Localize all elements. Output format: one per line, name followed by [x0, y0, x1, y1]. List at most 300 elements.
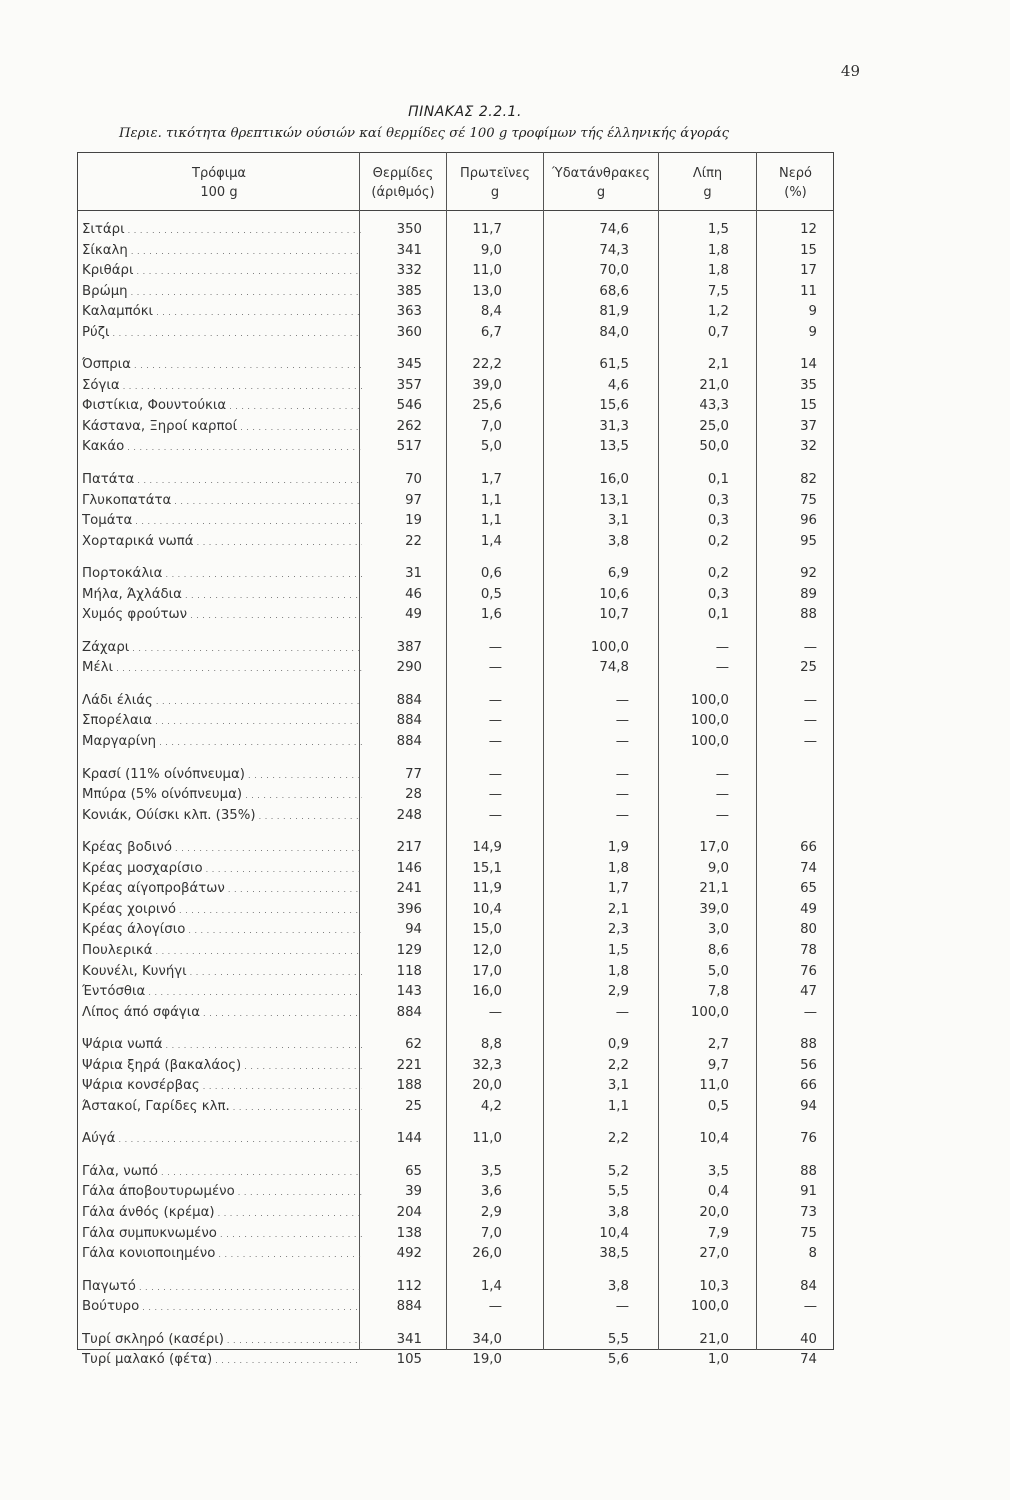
water-cell: —: [803, 639, 817, 655]
table-row: [77, 660, 834, 681]
header-carbs-line1: Ύδατάνθρακες: [552, 166, 650, 181]
food-cell: Ψάρια ξηρά (βακαλάος) . . .: [82, 1058, 362, 1073]
carbs-cell: —: [615, 1004, 629, 1020]
table-row: [77, 1131, 834, 1152]
protein-cell: 11,7: [472, 222, 502, 237]
food-cell: Ρύζι . . .: [82, 325, 362, 340]
water-cell: —: [803, 692, 817, 708]
carbs-cell: 2,3: [607, 922, 629, 938]
food-cell: Φιστίκια, Φουντούκια . . .: [82, 398, 362, 413]
food-cell: Γάλα άποβουτυρωμένο . . .: [82, 1184, 362, 1199]
food-cell: Γάλα, νωπό . . .: [82, 1164, 362, 1179]
table-row: [77, 513, 834, 534]
calories-cell: 396: [396, 901, 422, 917]
table-body: [77, 222, 834, 1385]
table-row: [77, 222, 834, 243]
calories-cell: 360: [396, 324, 422, 340]
water-cell: 80: [800, 922, 817, 938]
table-top-rule: [77, 152, 834, 153]
water-cell: 94: [800, 1098, 817, 1114]
water-cell: 14: [800, 357, 817, 373]
food-cell: Μήλα, Άχλάδια . . .: [82, 587, 362, 602]
header-calories: [360, 164, 446, 202]
table-row: [77, 1205, 834, 1226]
carbs-cell: 100,0: [590, 639, 629, 655]
water-cell: 75: [800, 492, 817, 508]
water-cell: 76: [800, 963, 817, 979]
fat-cell: 2,7: [707, 1037, 729, 1053]
carbs-cell: 2,2: [607, 1057, 629, 1073]
page-number: 49: [840, 62, 860, 80]
calories-cell: 884: [396, 1004, 422, 1020]
row-group: [77, 840, 834, 1025]
water-cell: 47: [800, 984, 817, 1000]
food-cell: Χυμός φρούτων . . .: [82, 607, 362, 622]
carbs-cell: 3,8: [607, 533, 629, 549]
calories-cell: 46: [405, 586, 422, 602]
protein-cell: 11,0: [472, 263, 502, 279]
header-food-line1: Τρόφιμα: [192, 166, 246, 181]
water-cell: 84: [800, 1278, 817, 1294]
food-cell: Κουνέλι, Κυνήγι . . .: [82, 964, 362, 979]
calories-cell: 129: [396, 942, 422, 958]
carbs-cell: 5,6: [607, 1352, 629, 1368]
protein-cell: 1,4: [480, 533, 502, 549]
calories-cell: 884: [396, 1299, 422, 1315]
carbs-cell: —: [615, 713, 629, 729]
food-cell: Ψάρια νωπά . . .: [82, 1037, 362, 1052]
fat-cell: 1,2: [707, 304, 729, 320]
protein-cell: 15,0: [472, 922, 502, 938]
table-row: [77, 808, 834, 829]
water-cell: 15: [800, 242, 817, 258]
table-row: [77, 881, 834, 902]
calories-cell: 22: [405, 533, 422, 549]
protein-cell: 22,2: [472, 357, 502, 373]
fat-cell: 17,0: [699, 840, 729, 856]
row-group: [77, 357, 834, 460]
protein-cell: 2,9: [480, 1204, 502, 1220]
protein-cell: 16,0: [472, 984, 502, 1000]
protein-cell: —: [488, 692, 502, 708]
table-row: [77, 243, 834, 264]
water-cell: 89: [800, 586, 817, 602]
calories-cell: 143: [396, 984, 422, 1000]
calories-cell: 387: [396, 639, 422, 655]
table-row: [77, 263, 834, 284]
calories-cell: 204: [396, 1204, 422, 1220]
table-row: [77, 943, 834, 964]
table-row: [77, 1058, 834, 1079]
protein-cell: 32,3: [472, 1057, 502, 1073]
calories-cell: 884: [396, 692, 422, 708]
table-row: [77, 1332, 834, 1353]
header-water-line2: (%): [784, 185, 807, 200]
carbs-cell: 5,5: [607, 1331, 629, 1347]
table-row: [77, 1352, 834, 1373]
table-row: [77, 1299, 834, 1320]
carbs-cell: 1,9: [607, 840, 629, 856]
carbs-cell: 2,2: [607, 1131, 629, 1147]
calories-cell: 62: [405, 1037, 422, 1053]
row-group: [77, 1037, 834, 1119]
calories-cell: 357: [396, 377, 422, 393]
fat-cell: 43,3: [699, 398, 729, 414]
water-cell: 74: [800, 860, 817, 876]
fat-cell: 27,0: [699, 1246, 729, 1262]
food-cell: Λίπος άπό σφάγια . . .: [82, 1005, 362, 1020]
table-title: ΠΙΝΑΚΑΣ 2.2.1.: [408, 104, 522, 120]
water-cell: —: [803, 1004, 817, 1020]
carbs-cell: 5,5: [607, 1184, 629, 1200]
carbs-cell: 1,1: [607, 1098, 629, 1114]
water-cell: 91: [800, 1184, 817, 1200]
calories-cell: 138: [396, 1225, 422, 1241]
calories-cell: 144: [396, 1131, 422, 1147]
water-cell: 76: [800, 1131, 817, 1147]
carbs-cell: 10,4: [599, 1225, 629, 1241]
carbs-cell: 61,5: [599, 357, 629, 373]
table-row: [77, 1246, 834, 1267]
calories-cell: 262: [396, 418, 422, 434]
carbs-cell: 38,5: [599, 1246, 629, 1262]
protein-cell: —: [488, 766, 502, 782]
carbs-cell: —: [615, 807, 629, 823]
fat-cell: —: [715, 766, 729, 782]
food-cell: Πορτοκάλια . . .: [82, 566, 362, 581]
food-cell: Μαργαρίνη . . .: [82, 734, 362, 749]
fat-cell: 0,1: [707, 607, 729, 623]
protein-cell: 17,0: [472, 963, 502, 979]
table-header-rule: [77, 210, 834, 211]
carbs-cell: 5,2: [607, 1163, 629, 1179]
table-row: [77, 587, 834, 608]
carbs-cell: 1,7: [607, 881, 629, 897]
fat-cell: 0,1: [707, 472, 729, 488]
carbs-cell: 3,1: [607, 513, 629, 529]
fat-cell: 100,0: [690, 734, 729, 750]
fat-cell: —: [715, 660, 729, 676]
carbs-cell: 74,6: [599, 222, 629, 237]
water-cell: 88: [800, 1037, 817, 1053]
header-calories-line1: Θερμίδες: [372, 166, 434, 181]
protein-cell: 9,0: [480, 242, 502, 258]
fat-cell: 9,7: [707, 1057, 729, 1073]
table-row: [77, 1037, 834, 1058]
row-group: [77, 767, 834, 829]
protein-cell: 3,6: [480, 1184, 502, 1200]
protein-cell: 13,0: [472, 283, 502, 299]
food-cell: Κακάο . . .: [82, 439, 362, 454]
carbs-cell: 74,3: [599, 242, 629, 258]
table-row: [77, 1099, 834, 1120]
carbs-cell: 70,0: [599, 263, 629, 279]
water-cell: 66: [800, 1078, 817, 1094]
calories-cell: 28: [405, 787, 422, 803]
row-group: [77, 640, 834, 681]
table-row: [77, 534, 834, 555]
carbs-cell: 31,3: [599, 418, 629, 434]
carbs-cell: 2,1: [607, 901, 629, 917]
carbs-cell: —: [615, 1299, 629, 1315]
water-cell: 88: [800, 1163, 817, 1179]
table-row: [77, 861, 834, 882]
calories-cell: 25: [405, 1098, 422, 1114]
protein-cell: 19,0: [472, 1352, 502, 1368]
header-fat-line1: Λίπη: [692, 166, 723, 181]
food-cell: Πατάτα . . .: [82, 472, 362, 487]
table-row: [77, 693, 834, 714]
carbs-cell: 16,0: [599, 472, 629, 488]
water-cell: 78: [800, 942, 817, 958]
water-cell: —: [803, 1299, 817, 1315]
fat-cell: 100,0: [690, 1299, 729, 1315]
water-cell: 25: [800, 660, 817, 676]
header-carbs: [544, 164, 658, 202]
carbs-cell: 0,9: [607, 1037, 629, 1053]
water-cell: 9: [808, 304, 817, 320]
fat-cell: 1,0: [707, 1352, 729, 1368]
protein-cell: —: [488, 1299, 502, 1315]
carbs-cell: 3,8: [607, 1278, 629, 1294]
food-cell: Τομάτα . . .: [82, 513, 362, 528]
water-cell: 12: [800, 222, 817, 237]
calories-cell: 31: [405, 566, 422, 582]
water-cell: 35: [800, 377, 817, 393]
protein-cell: 11,0: [472, 1131, 502, 1147]
table-caption: Περιε. τικότητα θρεπτικών ούσιών καί θερμίδες σέ 100 g τροφίμων τής έλληνικής άγοράς: [119, 126, 729, 141]
food-cell: Μπύρα (5% οίνόπνευμα) . . .: [82, 787, 362, 802]
table-row: [77, 357, 834, 378]
row-group: [77, 222, 834, 345]
food-cell: Βούτυρο . . .: [82, 1299, 362, 1314]
calories-cell: 884: [396, 734, 422, 750]
protein-cell: 14,9: [472, 840, 502, 856]
water-cell: —: [803, 734, 817, 750]
table-row: [77, 713, 834, 734]
food-cell: Πουλερικά . . .: [82, 943, 362, 958]
protein-cell: 15,1: [472, 860, 502, 876]
calories-cell: 70: [405, 472, 422, 488]
water-cell: 9: [808, 324, 817, 340]
fat-cell: 1,8: [707, 242, 729, 258]
row-group: [77, 1279, 834, 1320]
table-row: [77, 840, 834, 861]
calories-cell: 77: [405, 766, 422, 782]
table-row: [77, 984, 834, 1005]
fat-cell: 21,1: [699, 881, 729, 897]
calories-cell: 332: [396, 263, 422, 279]
calories-cell: 241: [396, 881, 422, 897]
fat-cell: —: [715, 807, 729, 823]
protein-cell: 7,0: [480, 418, 502, 434]
table-row: [77, 472, 834, 493]
water-cell: —: [803, 713, 817, 729]
fat-cell: 9,0: [707, 860, 729, 876]
water-cell: 65: [800, 881, 817, 897]
food-cell: Κρασί (11% οίνόπνευμα) . . .: [82, 767, 362, 782]
food-cell: Κρέας αίγοπροβάτων . . .: [82, 881, 362, 896]
food-cell: Λάδι έλιάς . . .: [82, 693, 362, 708]
header-water: [757, 164, 834, 202]
calories-cell: 221: [396, 1057, 422, 1073]
food-cell: Καλαμπόκι . . .: [82, 304, 362, 319]
table-row: [77, 1279, 834, 1300]
header-protein-line2: g: [490, 185, 500, 200]
fat-cell: 11,0: [699, 1078, 729, 1094]
food-cell: Χορταρικά νωπά . . .: [82, 534, 362, 549]
row-group: [77, 1332, 834, 1373]
calories-cell: 884: [396, 713, 422, 729]
calories-cell: 350: [396, 222, 422, 237]
table-row: [77, 767, 834, 788]
calories-cell: 188: [396, 1078, 422, 1094]
carbs-cell: 10,7: [599, 607, 629, 623]
protein-cell: —: [488, 734, 502, 750]
protein-cell: 5,0: [480, 439, 502, 455]
food-cell: Γάλα άνθός (κρέμα) . . .: [82, 1205, 362, 1220]
fat-cell: 0,3: [707, 513, 729, 529]
protein-cell: 1,1: [480, 513, 502, 529]
table-row: [77, 439, 834, 460]
water-cell: 15: [800, 398, 817, 414]
row-group: [77, 693, 834, 755]
water-cell: 66: [800, 840, 817, 856]
table-row: [77, 398, 834, 419]
protein-cell: 8,8: [480, 1037, 502, 1053]
food-cell: Κρέας χοιρινό . . .: [82, 902, 362, 917]
fat-cell: 2,1: [707, 357, 729, 373]
water-cell: 49: [800, 901, 817, 917]
header-calories-line2: (άριθμός): [371, 185, 435, 200]
fat-cell: 100,0: [690, 1004, 729, 1020]
protein-cell: —: [488, 807, 502, 823]
carbs-cell: —: [615, 766, 629, 782]
protein-cell: —: [488, 713, 502, 729]
protein-cell: —: [488, 787, 502, 803]
carbs-cell: 3,8: [607, 1204, 629, 1220]
calories-cell: 19: [405, 513, 422, 529]
calories-cell: 112: [396, 1278, 422, 1294]
fat-cell: 0,3: [707, 492, 729, 508]
food-cell: Γάλα συμπυκνωμένο . . .: [82, 1226, 362, 1241]
fat-cell: 0,5: [707, 1098, 729, 1114]
header-fat: [659, 164, 756, 202]
table-row: [77, 419, 834, 440]
fat-cell: 7,5: [707, 283, 729, 299]
calories-cell: 341: [396, 1331, 422, 1347]
table-row: [77, 922, 834, 943]
protein-cell: 0,5: [480, 586, 502, 602]
fat-cell: 25,0: [699, 418, 729, 434]
table-row: [77, 1184, 834, 1205]
fat-cell: 5,0: [707, 963, 729, 979]
food-cell: Τυρί σκληρό (κασέρι) . . .: [82, 1332, 362, 1347]
calories-cell: 39: [405, 1184, 422, 1200]
fat-cell: 7,9: [707, 1225, 729, 1241]
calories-cell: 341: [396, 242, 422, 258]
protein-cell: 1,7: [480, 472, 502, 488]
fat-cell: 100,0: [690, 713, 729, 729]
carbs-cell: 3,1: [607, 1078, 629, 1094]
calories-cell: 517: [396, 439, 422, 455]
protein-cell: 39,0: [472, 377, 502, 393]
header-water-line1: Νερό: [779, 166, 812, 181]
fat-cell: 3,5: [707, 1163, 729, 1179]
protein-cell: 0,6: [480, 566, 502, 582]
fat-cell: 100,0: [690, 692, 729, 708]
carbs-cell: 1,5: [607, 942, 629, 958]
calories-cell: 345: [396, 357, 422, 373]
header-protein: [447, 164, 543, 202]
carbs-cell: —: [615, 787, 629, 803]
food-cell: Σπορέλαια . . .: [82, 713, 362, 728]
protein-cell: 20,0: [472, 1078, 502, 1094]
calories-cell: 363: [396, 304, 422, 320]
calories-cell: 105: [396, 1352, 422, 1368]
water-cell: 32: [800, 439, 817, 455]
calories-cell: 118: [396, 963, 422, 979]
fat-cell: 0,2: [707, 566, 729, 582]
fat-cell: 21,0: [699, 1331, 729, 1347]
table-row: [77, 734, 834, 755]
protein-cell: 7,0: [480, 1225, 502, 1241]
protein-cell: 26,0: [472, 1246, 502, 1262]
protein-cell: —: [488, 660, 502, 676]
carbs-cell: 6,9: [607, 566, 629, 582]
food-cell: Κριθάρι . . .: [82, 263, 362, 278]
fat-cell: 39,0: [699, 901, 729, 917]
food-cell: Ζάχαρι . . .: [82, 640, 362, 655]
protein-cell: 11,9: [472, 881, 502, 897]
carbs-cell: —: [615, 734, 629, 750]
food-cell: Κρέας άλογίσιο . . .: [82, 922, 362, 937]
water-cell: 82: [800, 472, 817, 488]
calories-cell: 65: [405, 1163, 422, 1179]
food-cell: Γάλα κονιοποιημένο . . .: [82, 1246, 362, 1261]
fat-cell: 1,8: [707, 263, 729, 279]
calories-cell: 49: [405, 607, 422, 623]
protein-cell: 1,4: [480, 1278, 502, 1294]
fat-cell: 0,2: [707, 533, 729, 549]
calories-cell: 97: [405, 492, 422, 508]
carbs-cell: —: [615, 692, 629, 708]
header-fat-line2: g: [703, 185, 712, 200]
food-cell: Σόγια . . .: [82, 378, 362, 393]
fat-cell: 0,3: [707, 586, 729, 602]
food-cell: Τυρί μαλακό (φέτα) . . .: [82, 1352, 362, 1367]
header-carbs-line2: g: [596, 185, 606, 200]
table-row: [77, 493, 834, 514]
protein-cell: —: [488, 1004, 502, 1020]
carbs-cell: 74,8: [599, 660, 629, 676]
food-cell: Κάστανα, Ξηροί καρποί . . .: [82, 419, 362, 434]
calories-cell: 290: [396, 660, 422, 676]
fat-cell: 8,6: [707, 942, 729, 958]
food-cell: Αύγά . . .: [82, 1131, 362, 1146]
table-row: [77, 640, 834, 661]
protein-cell: 8,4: [480, 304, 502, 320]
row-group: [77, 566, 834, 628]
table-row: [77, 1005, 834, 1026]
water-cell: 95: [800, 533, 817, 549]
water-cell: 92: [800, 566, 817, 582]
table-row: [77, 284, 834, 305]
header-food-line2: 100 g: [200, 185, 238, 200]
calories-cell: 94: [405, 922, 422, 938]
food-cell: Κρέας μοσχαρίσιο . . .: [82, 861, 362, 876]
fat-cell: 0,7: [707, 324, 729, 340]
